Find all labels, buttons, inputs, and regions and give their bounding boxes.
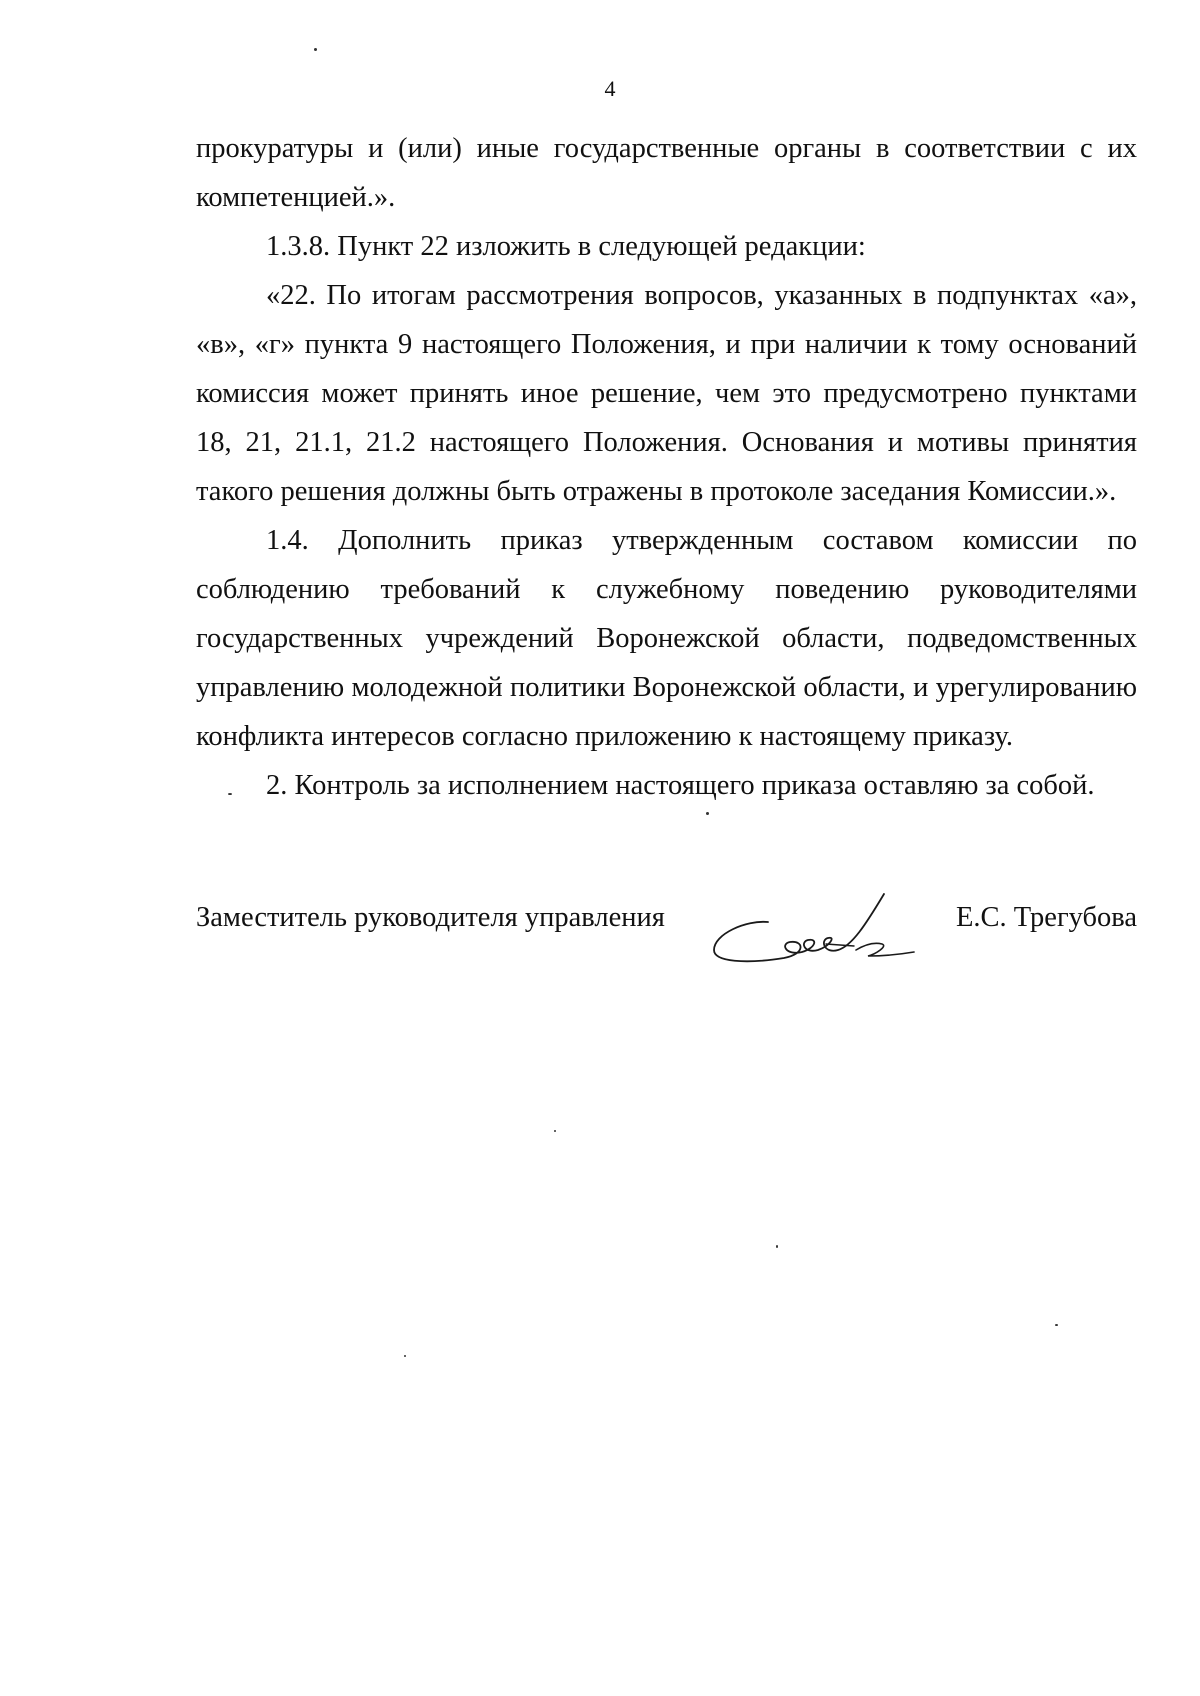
scan-speck — [314, 48, 317, 51]
paragraph-continuation: прокуратуры и (или) иные государственные органы в соответствии с их компетенцией.». — [196, 133, 1137, 213]
scan-speck — [706, 812, 709, 815]
handwritten-signature — [706, 884, 926, 984]
paragraph-1-4: 1.4. Дополнить приказ утвержденным составом комиссии по соблюдению требований к служебному поведению руководителями государственных учреждений Воронежской области, подведомственных управлению молодежной политики Воронежской области, и урегулированию конфликта интересов согласно приложению к настоящему приказу. — [196, 525, 1137, 752]
scan-speck — [554, 1130, 556, 1132]
scan-speck — [776, 1245, 778, 1248]
signer-position: Заместитель руководителя управления — [196, 902, 665, 933]
paragraph-quoted-point-22: «22. По итогам рассмотрения вопросов, указанных в подпунктах «а», «в», «г» пункта 9 настоящего Положения, и при наличии к тому оснований комиссия может принять иное решение, чем это предусмотрено пунктами 18, 21, 21.1, 21.2 настоящего Положения. Основания и мотивы принятия такого решения должны быть отражены в протоколе заседания Комиссии.». — [196, 280, 1137, 507]
paragraph-2-control: 2. Контроль за исполнением настоящего приказа оставляю за собой. — [266, 770, 1095, 801]
scan-speck — [1055, 1324, 1058, 1326]
scan-speck — [404, 1355, 406, 1357]
document-body — [196, 124, 1137, 810]
signature-block — [196, 902, 1137, 982]
signer-name: Е.С. Трегубова — [955, 902, 1137, 933]
page-number: 4 — [604, 76, 616, 101]
scan-speck — [228, 793, 232, 795]
paragraph-1-3-8: 1.3.8. Пункт 22 изложить в следующей редакции: — [266, 231, 866, 262]
